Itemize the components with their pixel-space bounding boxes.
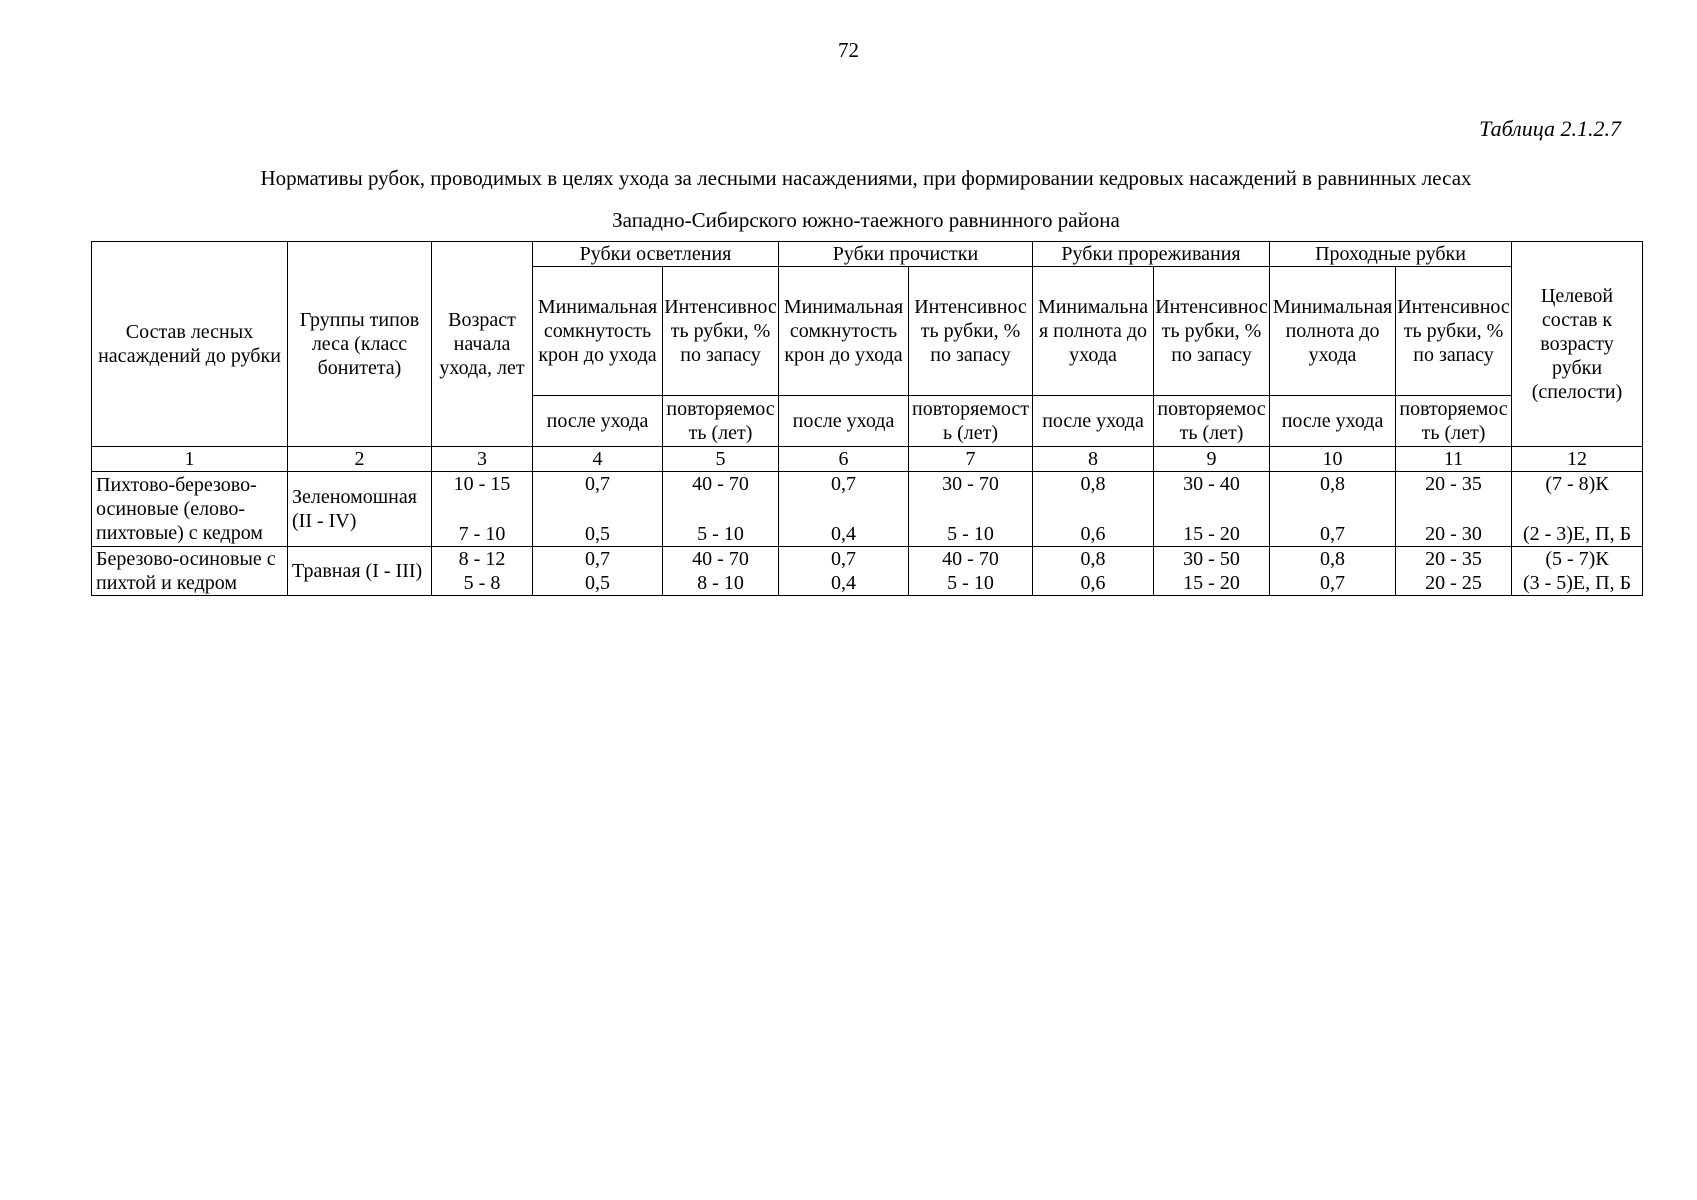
- caption-line-2: Западно-Сибирского южно-таежного равнинного района: [612, 208, 1120, 232]
- value-top: 30 - 50: [1183, 548, 1240, 570]
- header-group-clearing: Рубки осветления: [533, 242, 779, 267]
- column-number: 1: [92, 447, 288, 472]
- value-top: 10 - 15: [453, 473, 511, 495]
- table-caption: [92, 157, 1640, 241]
- cell-start-age: [432, 472, 533, 547]
- cell-composition: Березово-осиновые с пихтой и кедром: [92, 547, 288, 596]
- value-bottom: 20 - 30: [1425, 523, 1482, 545]
- value-bottom: (3 - 5)Е, П, Б: [1522, 572, 1632, 594]
- column-number: 9: [1154, 447, 1270, 472]
- value-top: 0,8: [1080, 548, 1106, 570]
- value-bottom: 20 - 25: [1425, 572, 1482, 594]
- value-bottom: 0,6: [1080, 572, 1106, 594]
- header-after-care: после ухода: [779, 396, 909, 447]
- value-bottom: 15 - 20: [1183, 572, 1240, 594]
- value-bottom: 15 - 20: [1183, 523, 1240, 545]
- header-repeat: повторяемость (лет): [909, 396, 1033, 447]
- cell-forest-group: Травная (I - III): [288, 547, 432, 596]
- value-top: 30 - 40: [1183, 473, 1240, 495]
- header-repeat: повторяемость (лет): [663, 396, 779, 447]
- value-top: 30 - 70: [942, 473, 999, 495]
- cell-value: [663, 472, 779, 547]
- column-number: 5: [663, 447, 779, 472]
- header-intensity: Интенсивность рубки, % по запасу: [1396, 267, 1512, 396]
- header-row-numbers: [92, 447, 1643, 472]
- header-repeat: повторяемость (лет): [1154, 396, 1270, 447]
- cell-value: [909, 472, 1033, 547]
- value-bottom: 5 - 10: [697, 523, 744, 545]
- value-top: 8 - 12: [458, 548, 506, 570]
- value-top: 0,7: [831, 473, 856, 495]
- cell-target-composition: [1512, 472, 1643, 547]
- cell-value: [1270, 472, 1396, 547]
- column-number: 8: [1033, 447, 1154, 472]
- header-group-cleaning: Рубки прочистки: [779, 242, 1033, 267]
- value-bottom: 0,6: [1080, 523, 1106, 545]
- value-top: 40 - 70: [692, 548, 749, 570]
- value-bottom: 5 - 8: [463, 572, 501, 594]
- value-bottom: 5 - 10: [947, 523, 994, 545]
- header-group-thinning: Рубки прореживания: [1033, 242, 1270, 267]
- value-bottom: 8 - 10: [697, 572, 744, 594]
- cell-value: [1396, 547, 1512, 596]
- cell-value: [533, 547, 663, 596]
- table-row: [92, 472, 1643, 547]
- header-after-care: после ухода: [1270, 396, 1396, 447]
- header-min-density: Минимальная сомкнутость крон до ухода: [779, 267, 909, 396]
- cell-composition: Пихтово-березово-осиновые (елово-пихтовые) с кедром: [92, 472, 288, 547]
- header-group-passing: Проходные рубки: [1270, 242, 1512, 267]
- value-top: 20 - 35: [1425, 473, 1482, 495]
- header-repeat: повторяемость (лет): [1396, 396, 1512, 447]
- cell-value: [1154, 547, 1270, 596]
- column-number: 2: [288, 447, 432, 472]
- cell-target-composition: [1512, 547, 1643, 596]
- cell-start-age: [432, 547, 533, 596]
- header-min-stocking: Минимальная полнота до ухода: [1033, 267, 1154, 396]
- column-number: 4: [533, 447, 663, 472]
- cell-value: [1033, 472, 1154, 547]
- cell-value: [1033, 547, 1154, 596]
- header-after-care: после ухода: [533, 396, 663, 447]
- value-top: 0,7: [585, 548, 610, 570]
- column-number: 12: [1512, 447, 1643, 472]
- table-label: Таблица 2.1.2.7: [1479, 116, 1621, 141]
- value-top: (5 - 7)К: [1545, 548, 1609, 570]
- value-top: 0,7: [585, 473, 610, 495]
- column-number: 11: [1396, 447, 1512, 472]
- value-bottom: 0,7: [1320, 523, 1346, 545]
- cell-value: [1270, 547, 1396, 596]
- cell-value: [1396, 472, 1512, 547]
- value-bottom: 0,5: [585, 572, 610, 594]
- value-top: 0,7: [831, 548, 856, 570]
- value-bottom: 0,7: [1320, 572, 1346, 594]
- header-min-stocking: Минимальная полнота до ухода: [1270, 267, 1396, 396]
- header-forest-group: Группы типов леса (класс бонитета): [288, 242, 432, 447]
- cell-value: [779, 472, 909, 547]
- header-row-groups: [92, 242, 1643, 267]
- column-number: 10: [1270, 447, 1396, 472]
- value-bottom: 0,4: [831, 572, 856, 594]
- value-bottom: 7 - 10: [458, 523, 506, 545]
- value-top: 40 - 70: [692, 473, 749, 495]
- header-composition: Состав лесных насаждений до рубки: [92, 242, 288, 447]
- cell-value: [1154, 472, 1270, 547]
- header-intensity: Интенсивность рубки, % по запасу: [1154, 267, 1270, 396]
- column-number: 6: [779, 447, 909, 472]
- value-top: 40 - 70: [942, 548, 999, 570]
- column-number: 7: [909, 447, 1033, 472]
- cell-value: [909, 547, 1033, 596]
- value-top: 0,8: [1320, 548, 1346, 570]
- value-bottom: 0,4: [831, 523, 856, 545]
- value-top: 20 - 35: [1425, 548, 1482, 570]
- header-intensity: Интенсивность рубки, % по запасу: [909, 267, 1033, 396]
- cell-forest-group: Зеленомошная (II - IV): [288, 472, 432, 547]
- norms-table: [91, 241, 1643, 596]
- header-start-age: Возраст начала ухода, лет: [432, 242, 533, 447]
- page-number: 72: [838, 38, 859, 62]
- caption-line-1: Нормативы рубок, проводимых в целях ухода за лесными насаждениями, при формировании кедровых насаждений в равнинных лесах: [260, 166, 1472, 190]
- header-intensity: Интенсивность рубки, % по запасу: [663, 267, 779, 396]
- value-bottom: (2 - 3)Е, П, Б: [1522, 523, 1632, 545]
- cell-value: [533, 472, 663, 547]
- column-number: 3: [432, 447, 533, 472]
- value-top: (7 - 8)К: [1545, 473, 1609, 495]
- value-bottom: 5 - 10: [947, 572, 994, 594]
- header-target-composition: Целевой состав к возрасту рубки (спелости): [1512, 242, 1643, 447]
- table-row: [92, 547, 1643, 596]
- value-bottom: 0,5: [585, 523, 610, 545]
- header-after-care: после ухода: [1033, 396, 1154, 447]
- header-min-density: Минимальная сомкнутость крон до ухода: [533, 267, 663, 396]
- value-top: 0,8: [1320, 473, 1346, 495]
- cell-value: [779, 547, 909, 596]
- value-top: 0,8: [1080, 473, 1106, 495]
- cell-value: [663, 547, 779, 596]
